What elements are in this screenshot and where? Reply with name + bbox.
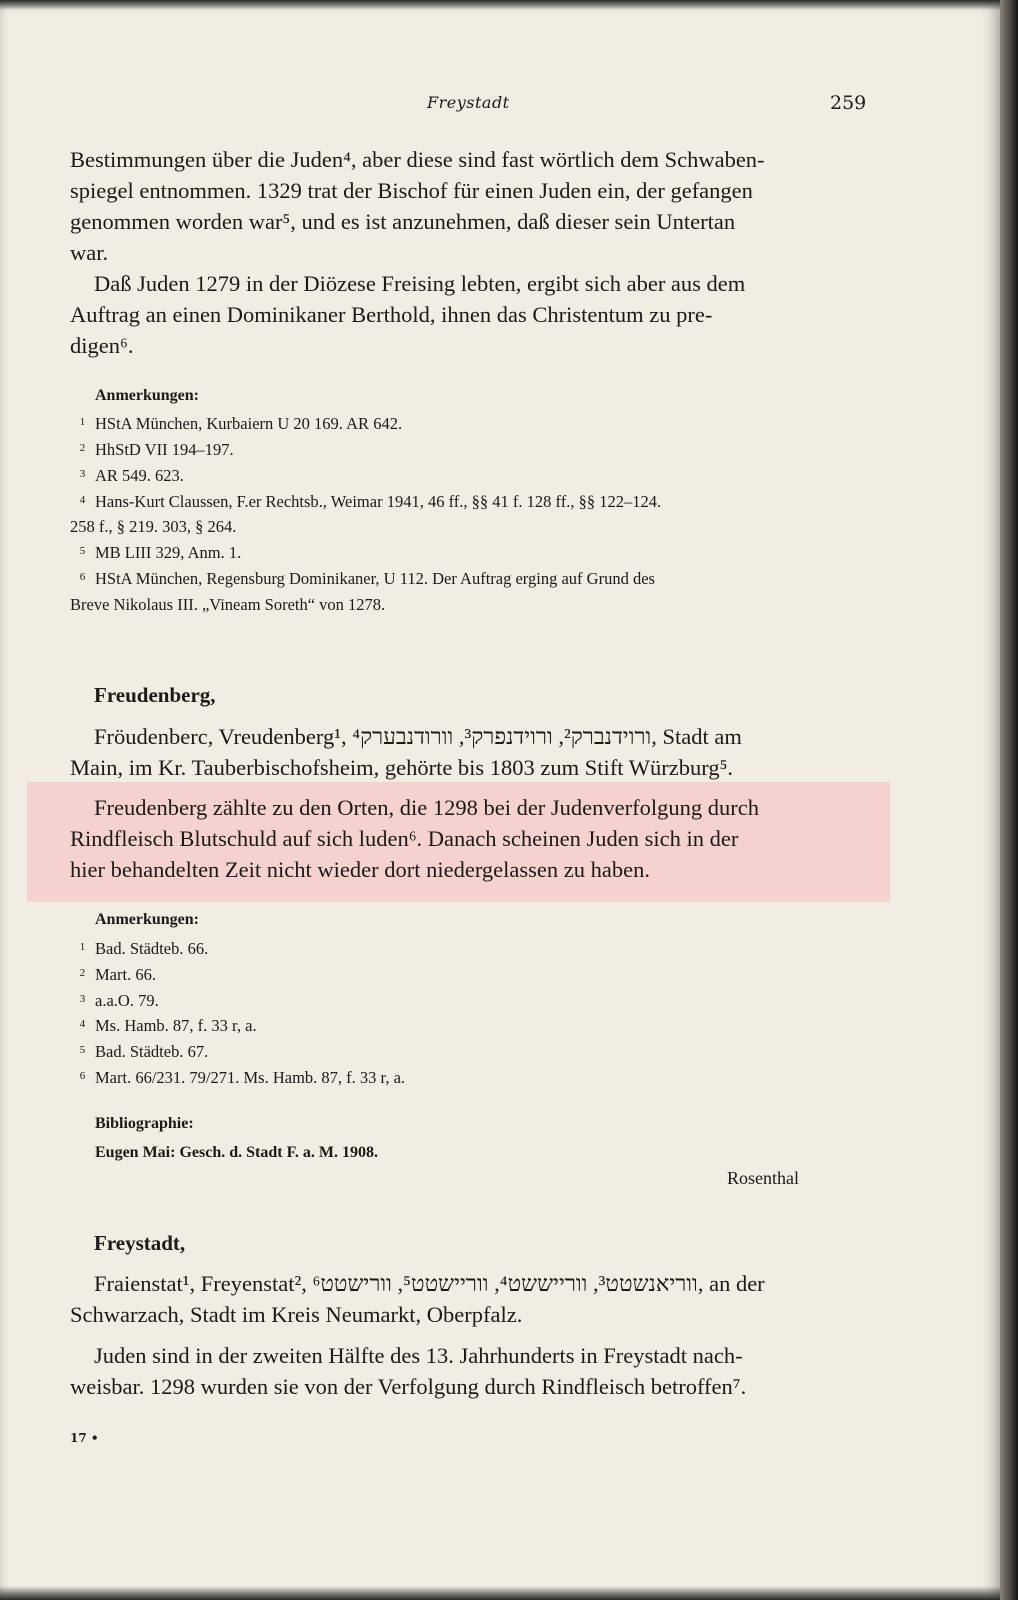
bibliography-label: Bibliographie:	[95, 1115, 194, 1132]
highlighted-line: hier behandelten Zeit nicht wieder dort niedergelassen zu haben.	[70, 857, 650, 882]
footnote-text: HStA München, Regensburg Dominikaner, U 112. Der Auftrag erging auf Grund des	[95, 569, 655, 588]
footnote-number: 5	[79, 545, 86, 557]
text-line: weisbar. 1298 wurden sie von der Verfolgung durch Rindfleisch betroffen⁷.	[70, 1374, 747, 1399]
footnote-number: 3	[79, 468, 86, 480]
footnote-continuation	[70, 517, 236, 537]
footnote	[70, 1016, 257, 1036]
footnote-text: HStA München, Kurbaiern U 20 169. AR 642.	[95, 414, 403, 433]
text-line: Daß Juden 1279 in der Diözese Freising lebten, ergibt sich aber aus dem	[94, 271, 746, 296]
footnote-text: Bad. Städteb. 66.	[95, 939, 209, 958]
running-head: Freystadt	[427, 93, 510, 112]
footnote-text: Hans-Kurt Claussen, F.er Rechtsb., Weimar 1941, 46 ff., §§ 41 f. 128 ff., §§ 122–124.	[95, 492, 662, 511]
text-line: genommen worden war⁵, und es ist anzunehmen, daß dieser sein Untertan	[70, 209, 736, 234]
signature-mark: 17 •	[70, 1431, 99, 1445]
text-line: digen⁶.	[70, 333, 134, 358]
footnote	[70, 939, 208, 959]
footnote	[70, 492, 661, 512]
footnote-number: 1	[79, 941, 86, 953]
footnote-number: 4	[79, 494, 86, 506]
footnote-number: 2	[79, 967, 86, 979]
bibliography-entry: Eugen Mai: Gesch. d. Stadt F. a. M. 1908.	[95, 1144, 378, 1161]
footnote	[70, 543, 241, 563]
text-line: Fröudenberc, Vreudenberg¹, ורוידנברק², ורוידנפרק³, וורודנבערק⁴, Stadt am	[94, 724, 742, 749]
notes-label: Anmerkungen:	[95, 387, 200, 404]
highlighted-line: Rindfleisch Blutschuld auf sich luden⁶. Danach scheinen Juden sich in der	[70, 826, 739, 851]
footnote-text: 258 f., § 219. 303, § 264.	[70, 517, 237, 536]
page-shadow-top	[0, 0, 1000, 10]
page-shadow-bottom	[0, 1586, 1000, 1600]
highlighted-line: Freudenberg zählte zu den Orten, die 1298 bei der Judenverfolgung durch	[94, 795, 759, 820]
footnote-text: HhStD VII 194–197.	[95, 440, 234, 459]
footnote-text: Mart. 66.	[95, 965, 156, 984]
footnote	[70, 991, 159, 1011]
footnote	[70, 569, 655, 589]
footnote-text: a.a.O. 79.	[95, 991, 159, 1010]
entry-heading-freudenberg: Freudenberg,	[94, 683, 216, 707]
footnote-text: Bad. Städteb. 67.	[95, 1042, 209, 1061]
text-line: Bestimmungen über die Juden⁴, aber diese sind fast wörtlich dem Schwaben-	[70, 147, 765, 172]
footnote-text: AR 549. 623.	[95, 466, 184, 485]
footnote-number: 6	[79, 571, 86, 583]
page-number: 259	[830, 92, 867, 114]
text-line: war.	[70, 240, 109, 265]
footnote	[70, 440, 234, 460]
text-line: spiegel entnommen. 1329 trat der Bischof für einen Juden ein, der gefangen	[70, 178, 753, 203]
footnote-text: Breve Nikolaus III. „Vineam Soreth“ von 1278.	[70, 595, 386, 614]
footnote-number: 4	[79, 1018, 86, 1030]
text-line: Auftrag an einen Dominikaner Berthold, ihnen das Christentum zu pre-	[70, 302, 713, 327]
footnote	[70, 965, 156, 985]
footnote-text: Mart. 66/231. 79/271. Ms. Hamb. 87, f. 33 r, a.	[95, 1068, 406, 1087]
footnote-number: 6	[79, 1070, 86, 1082]
text-line: Schwarzach, Stadt im Kreis Neumarkt, Oberpfalz.	[70, 1302, 523, 1327]
footnote	[70, 466, 184, 486]
footnote-number: 1	[79, 416, 86, 428]
footnote-number: 3	[79, 993, 86, 1005]
author-name: Rosenthal	[727, 1168, 799, 1188]
footnote-text: MB LIII 329, Anm. 1.	[95, 543, 242, 562]
text-line: Fraienstat¹, Freyenstat², ווריאנשטט³, וורייששט⁴, ווריישטט⁵, וורישטט⁶, an der	[94, 1271, 765, 1296]
footnote-continuation	[70, 595, 385, 615]
notes-label: Anmerkungen:	[95, 911, 200, 928]
footnote-number: 2	[79, 442, 86, 454]
text-line: Main, im Kr. Tauberbischofsheim, gehörte bis 1803 zum Stift Würzburg⁵.	[70, 755, 734, 780]
book-spine-edge	[1000, 0, 1018, 1600]
footnote	[70, 1068, 405, 1088]
entry-heading-freystadt: Freystadt,	[94, 1231, 186, 1255]
text-line: Juden sind in der zweiten Hälfte des 13. Jahrhunderts in Freystadt nach-	[94, 1343, 743, 1368]
footnote	[70, 414, 402, 434]
footnote-number: 5	[79, 1044, 86, 1056]
footnote-text: Ms. Hamb. 87, f. 33 r, a.	[95, 1016, 257, 1035]
footnote	[70, 1042, 208, 1062]
